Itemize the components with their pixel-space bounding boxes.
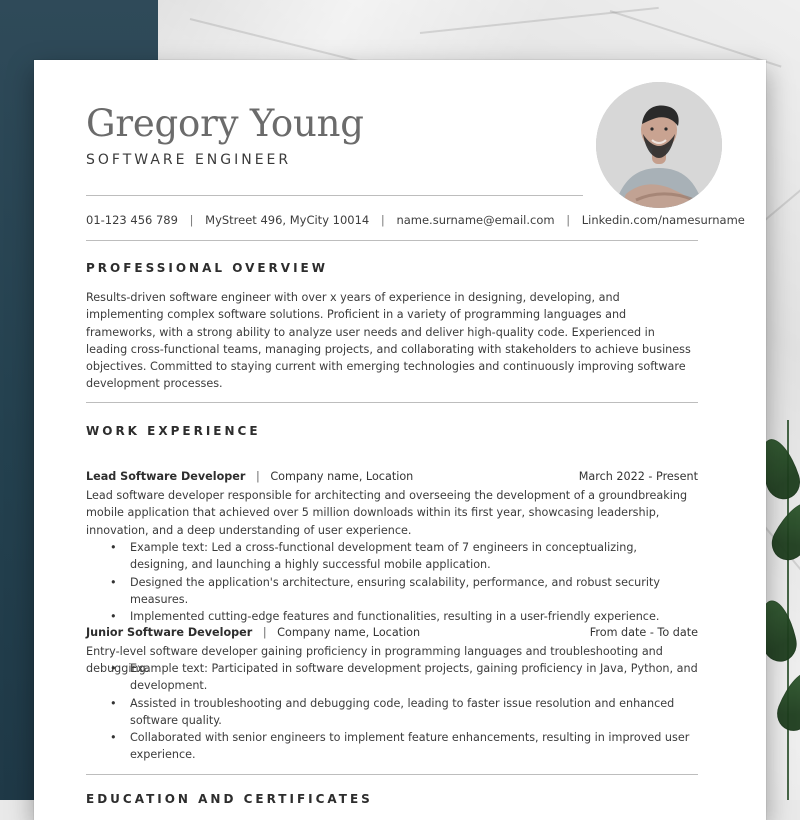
job-bullets-1 [110, 539, 698, 625]
job-date: From date - To date [589, 626, 698, 639]
section-heading-work: WORK EXPERIENCE [86, 424, 261, 438]
resume-name: Gregory Young [86, 102, 364, 145]
section-heading-overview: PROFESSIONAL OVERVIEW [86, 261, 328, 275]
job-header-2 [86, 626, 698, 639]
contact-linkedin: Linkedin.com/namesurname [581, 213, 745, 227]
job-date: March 2022 - Present [578, 470, 698, 483]
divider [86, 774, 698, 775]
bullet-item: • Collaborated with senior engineers to implement feature enhancements, resulting in improved user experience. [110, 729, 698, 764]
job-header-left [86, 626, 420, 639]
contact-phone: 01-123 456 789 [86, 213, 178, 227]
contact-line [86, 213, 745, 227]
job-header-1 [86, 470, 698, 483]
job-company: Company name, Location [270, 470, 414, 483]
bullet-item: • Example text: Participated in software development projects, gaining proficiency in Java, Python, and development. [110, 660, 698, 695]
job-header-left [86, 470, 413, 483]
divider [86, 195, 583, 196]
overview-text: Results-driven software engineer with over x years of experience in designing, developing, and implementing complex software solutions. Proficient in a variety of programming languages and frameworks, with a strong ability to analyze user needs and deliver high-quality code. Experienced in leading cross-functional teams, managing projects, and collaborating with stakeholders to achieve business objectives. Committed to staying current with emerging technologies and continuously improving software development processes. [86, 291, 691, 391]
bullet-item: • Implemented cutting-edge features and functionalities, resulting in a user-friendly experience. [110, 608, 698, 625]
divider [86, 402, 698, 403]
separator: | [380, 213, 385, 227]
job-summary-2: Entry-level software developer gaining proficiency in programming languages and troubleshooting and debugging. [86, 645, 663, 676]
job-company: Company name, Location [277, 626, 421, 639]
separator: | [189, 213, 194, 227]
separator: | [255, 470, 260, 483]
bullet-item: • Example text: Led a cross-functional development team of 7 engineers in conceptualizing, designing, and launching a highly successful mobile application. [110, 539, 698, 574]
job-summary-1: Lead software developer responsible for architecting and overseeing the development of a groundbreaking mobile application that achieved over 5 million downloads within its first year, showcasing leadership, innovation, and a deep understanding of user experience. [86, 489, 688, 537]
resume-page [34, 60, 766, 820]
profile-photo [596, 82, 722, 208]
section-heading-education: EDUCATION AND CERTIFICATES [86, 792, 373, 806]
job-bullets-2 [110, 660, 698, 764]
divider [86, 240, 698, 241]
job-role: Junior Software Developer [86, 626, 253, 639]
resume-title: SOFTWARE ENGINEER [86, 152, 292, 168]
contact-address: MyStreet 496, MyCity 10014 [205, 213, 370, 227]
job-role: Lead Software Developer [86, 470, 246, 483]
bullet-item: • Designed the application's architecture, ensuring scalability, performance, and robust security measures. [110, 574, 698, 609]
contact-email: name.surname@email.com [396, 213, 555, 227]
separator: | [262, 626, 267, 639]
separator: | [566, 213, 571, 227]
bullet-item: • Assisted in troubleshooting and debugging code, leading to faster issue resolution and enhanced software quality. [110, 695, 698, 730]
